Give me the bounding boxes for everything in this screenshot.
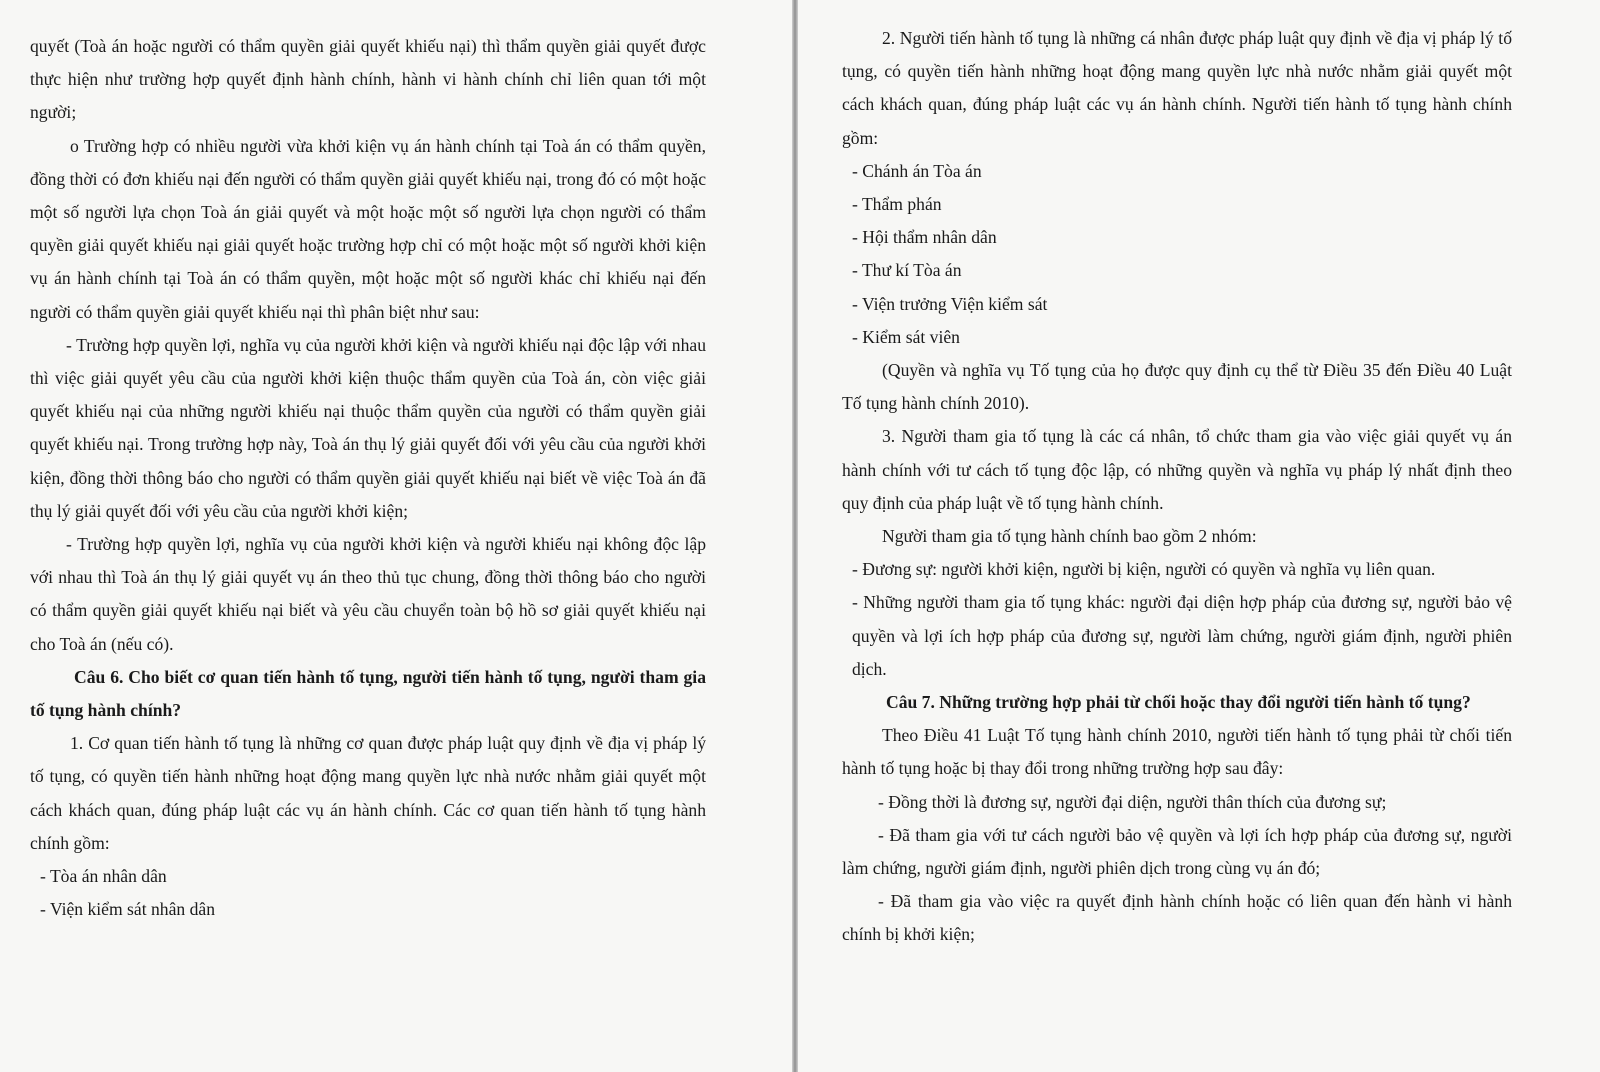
list-item: - Hội thẩm nhân dân: [852, 227, 997, 248]
list-item: - Trường hợp quyền lợi, nghĩa vụ của người khởi kiện và người khiếu nại không độc lập với nhau thì Toà án thụ lý giải quyết vụ án theo thủ tục chung, đồng thời thông báo cho người có thẩm quyền giải quyết khiếu nại biết và yêu cầu chuyển toàn bộ hồ sơ giải quyết khiếu nại cho Toà án (nếu có).: [30, 534, 706, 654]
list-item: - Đã tham gia với tư cách người bảo vệ quyền và lợi ích hợp pháp của đương sự, người làm chứng, người giám định, người phiên dịch trong cùng vụ án đó;: [842, 824, 1512, 879]
paragraph: Theo Điều 41 Luật Tố tụng hành chính 2010, người tiến hành tố tụng phải từ chối tiến hành tố tụng hoặc bị thay đổi trong những trường hợp sau đây:: [842, 725, 1512, 779]
list-item: - Chánh án Tòa án: [852, 160, 982, 181]
paragraph: Người tham gia tố tụng hành chính bao gồm 2 nhóm:: [882, 526, 1257, 547]
right-page: [798, 0, 1600, 1072]
left-page-text: [30, 30, 706, 926]
list-item: - Những người tham gia tố tụng khác: người đại diện hợp pháp của đương sự, người bảo vệ quyền và lợi ích hợp pháp của đương sự, người làm chứng, người giám định, người phiên dịch.: [852, 592, 1512, 679]
list-item: - Thẩm phán: [852, 194, 942, 215]
list-item: - Đồng thời là đương sự, người đại diện, người thân thích của đương sự;: [878, 791, 1387, 812]
list-item: - Đương sự: người khởi kiện, người bị kiện, người có quyền và nghĩa vụ liên quan.: [852, 559, 1436, 580]
left-page: [0, 0, 792, 1072]
paragraph: 1. Cơ quan tiến hành tố tụng là những cơ quan được pháp luật quy định về địa vị pháp lý tố tụng, có quyền tiến hành những hoạt động mang quyền lực nhà nước nhằm giải quyết một cách khách quan, đúng pháp luật các vụ án hành chính. Các cơ quan tiến hành tố tụng hành chính gồm:: [30, 733, 706, 853]
list-item: - Viện kiểm sát nhân dân: [40, 899, 216, 920]
list-item: - Viện trưởng Viện kiểm sát: [852, 293, 1048, 314]
question-heading: Câu 6. Cho biết cơ quan tiến hành tố tụng, người tiến hành tố tụng, người tham gia tố tụng hành chính?: [30, 666, 706, 721]
list-item: - Đã tham gia vào việc ra quyết định hành chính hoặc có liên quan đến hành vi hành chính bị khởi kiện;: [842, 891, 1512, 945]
paragraph: (Quyền và nghĩa vụ Tố tụng của họ được quy định cụ thể từ Điều 35 đến Điều 40 Luật Tố tụng hành chính 2010).: [842, 360, 1512, 414]
list-item: - Trường hợp quyền lợi, nghĩa vụ của người khởi kiện và người khiếu nại độc lập với nhau thì việc giải quyết yêu cầu của người khởi kiện thuộc thẩm quyền của Toà án, còn việc giải quyết khiếu nại của những người khiếu nại thuộc thẩm quyền của người có thẩm quyền giải quyết khiếu nại. Trong trường hợp này, Toà án thụ lý giải quyết đối với yêu cầu của người khởi kiện, đồng thời thông báo cho người có thẩm quyền giải quyết khiếu nại biết về việc Toà án đã thụ lý giải quyết đối với yêu cầu của người khởi kiện;: [30, 334, 706, 521]
list-item: - Tòa án nhân dân: [40, 866, 167, 887]
paragraph: quyết (Toà án hoặc người có thẩm quyền giải quyết khiếu nại) thì thẩm quyền giải quyết được thực hiện như trường hợp quyết định hành chính, hành vi hành chính chỉ liên quan tới một người;: [30, 36, 706, 123]
question-heading: Câu 7. Những trường hợp phải từ chối hoặc thay đổi người tiến hành tố tụng?: [886, 692, 1471, 713]
paragraph: o Trường hợp có nhiều người vừa khởi kiện vụ án hành chính tại Toà án có thẩm quyền, đồng thời có đơn khiếu nại đến người có thẩm quyền giải quyết khiếu nại, trong đó có một hoặc một số người lựa chọn Toà án giải quyết và một hoặc một số người lựa chọn người có thẩm quyền giải quyết khiếu nại giải quyết hoặc trường hợp chỉ có một hoặc một số người khởi kiện vụ án hành chính tại Toà án có thẩm quyền, một hoặc một số người khác chỉ khiếu nại đến người có thẩm quyền giải quyết khiếu nại thì phân biệt như sau:: [30, 135, 706, 322]
paragraph: 3. Người tham gia tố tụng là các cá nhân, tổ chức tham gia vào việc giải quyết vụ án hành chính với tư cách tố tụng độc lập, có những quyền và nghĩa vụ pháp lý nhất định theo quy định của pháp luật về tố tụng hành chính.: [842, 426, 1512, 513]
list-item: - Kiểm sát viên: [852, 326, 960, 347]
list-item: - Thư kí Tòa án: [852, 260, 962, 281]
paragraph: 2. Người tiến hành tố tụng là những cá nhân được pháp luật quy định về địa vị pháp lý tố tụng, có quyền tiến hành những hoạt động mang quyền lực nhà nước nhằm giải quyết một cách khách quan, đúng pháp luật các vụ án hành chính. Người tiến hành tố tụng hành chính gồm:: [842, 28, 1512, 148]
right-page-text: [842, 22, 1512, 952]
